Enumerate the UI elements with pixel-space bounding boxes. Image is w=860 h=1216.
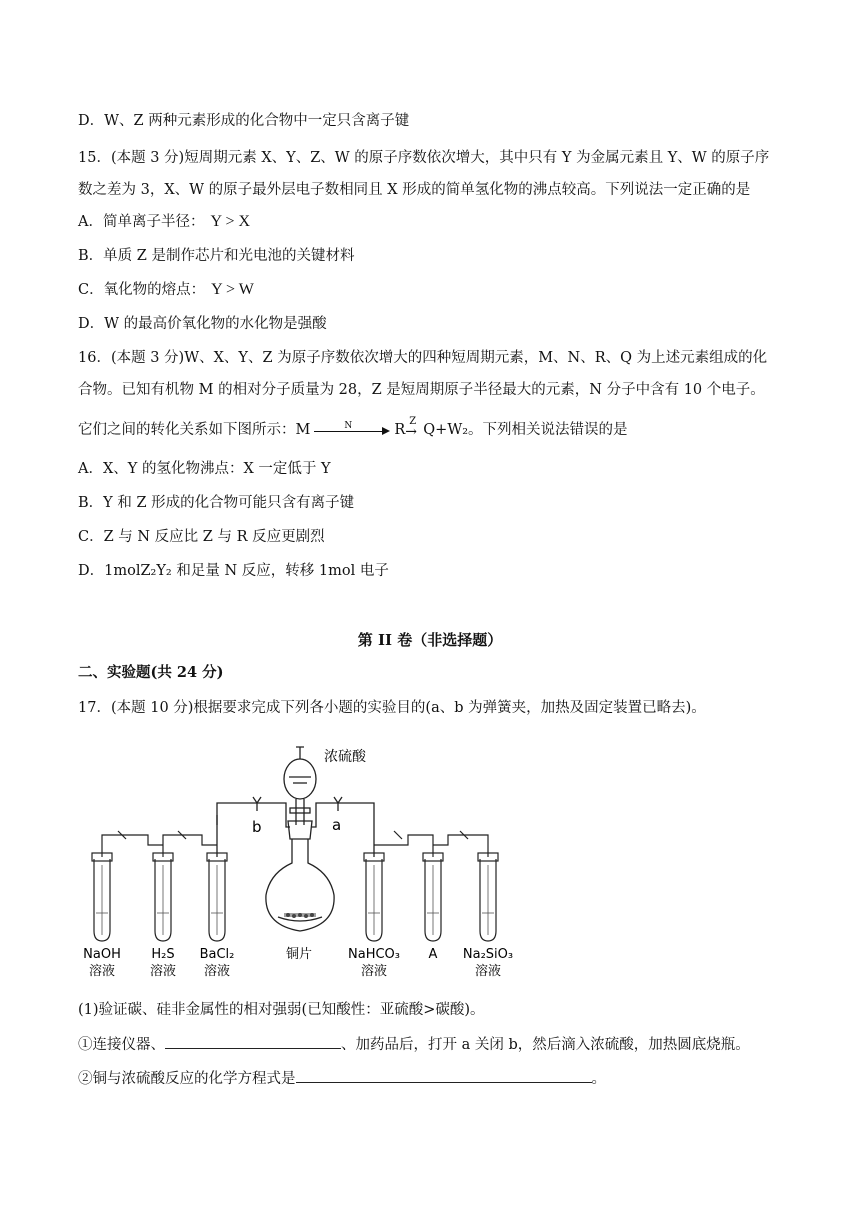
compound-r: R	[394, 422, 406, 438]
reaction-arrow-n-label: N	[344, 421, 353, 431]
tube-label-6: Na₂SiO₃	[462, 947, 514, 962]
tube-label-1: NaOH	[83, 947, 121, 962]
reaction-arrow-n	[314, 420, 390, 440]
tube-label-3: BaCl₂	[199, 947, 235, 962]
answer-blank-2[interactable]	[296, 1068, 592, 1083]
apparatus-diagram	[78, 735, 538, 989]
q16-option-a: A．X、Y 的氢化物沸点：X 一定低于 Y	[78, 461, 331, 477]
q17-step2-post: 。	[591, 1071, 606, 1087]
tube-label-3-sub: 溶液	[203, 964, 231, 979]
q17-stem: 17．(本题 10 分)根据要求完成下列各小题的实验目的(a、b 为弹簧夹，加热及固定装置已略去)。	[78, 700, 706, 716]
q15-option-c-text: C．氧化物的熔点：	[78, 282, 206, 298]
q15-option-a-text: A．简单离子半径：	[78, 214, 205, 230]
q16-option-c: C．Z 与 N 反应比 Z 与 R 反应更剧烈	[78, 529, 325, 545]
funnel-label: 浓硫酸	[324, 749, 366, 765]
q15-option-a	[78, 212, 250, 232]
section2-subtitle: 二、实验题(共 24 分)	[78, 664, 224, 681]
q15-option-d: D．W 的最高价氧化物的水化物是强酸	[78, 316, 327, 332]
tube-label-4: NaHCO₃	[348, 947, 400, 962]
q17-step2-pre: ②铜与浓硫酸反应的化学方程式是	[78, 1071, 296, 1087]
tube-label-1-sub: 溶液	[88, 964, 116, 979]
q15-option-c-math: Y > W	[211, 281, 254, 298]
q16-stem-line2: 合物。已知有机物 M 的相对分子质量为 28，Z 是短周期原子半径最大的元素，N 分子中含有 10 个电子。	[78, 382, 765, 398]
q16-stem-line1: 16．(本题 3 分)W、X、Y、Z 为原子序数依次增大的四种短周期元素，M、N、R、Q 为上述元素组成的化	[78, 350, 768, 366]
q15-option-b: B．单质 Z 是制作芯片和光电池的关键材料	[78, 248, 355, 264]
reaction-arrow-z-glyph: →	[405, 424, 418, 440]
clamp-b-label: b	[252, 818, 262, 836]
flask-label: 铜片	[286, 947, 313, 962]
q17-step1-pre: ①连接仪器、	[78, 1037, 165, 1053]
q16-option-b: B．Y 和 Z 形成的化合物可能只含有离子键	[78, 495, 355, 511]
q15-stem-line1: 15．(本题 3 分)短周期元素 X、Y、Z、W 的原子序数依次增大，其中只有 Y 为金属元素且 Y、W 的原子序	[78, 150, 770, 166]
q16-stem-line3	[78, 416, 628, 440]
answer-blank-1[interactable]	[165, 1034, 341, 1049]
reaction-arrow-z-label: Z	[409, 416, 417, 427]
tube-label-4-sub: 溶液	[360, 964, 388, 979]
tube-label-2-sub: 溶液	[149, 964, 177, 979]
q16-option-d: D．1molZ₂Y₂ 和足量 N 反应，转移 1mol 电子	[78, 563, 389, 579]
q16-stem3-post: Q+W₂。下列相关说法错误的是	[423, 422, 628, 438]
q15-stem-line2: 数之差为 3，X、W 的原子最外层电子数相同且 X 形成的简单氢化物的沸点较高。下列说法一定正确的是	[78, 182, 751, 198]
q14-option-d: D．W、Z 两种元素形成的化合物中一定只含离子键	[78, 113, 410, 129]
reaction-arrow-z	[405, 416, 423, 440]
q17-step2	[78, 1068, 606, 1089]
q17-step1-post: 、加药品后，打开 a 关闭 b，然后滴入浓硫酸，加热圆底烧瓶。	[341, 1037, 750, 1053]
section2-title: 第 II 卷（非选择题）	[357, 631, 503, 649]
q17-part1: (1)验证碳、硅非金属性的相对强弱(已知酸性：亚硫酸>碳酸)。	[78, 1002, 485, 1018]
q15-option-a-math: Y > X	[210, 213, 251, 230]
clamp-a-label: a	[332, 816, 342, 834]
tube-label-2: H₂S	[151, 947, 175, 962]
tube-label-5: A	[428, 947, 438, 962]
q16-stem3-pre: 它们之间的转化关系如下图所示：M	[78, 422, 311, 438]
tube-label-6-sub: 溶液	[474, 964, 502, 979]
q15-option-c	[78, 280, 254, 300]
q17-step1	[78, 1034, 750, 1055]
